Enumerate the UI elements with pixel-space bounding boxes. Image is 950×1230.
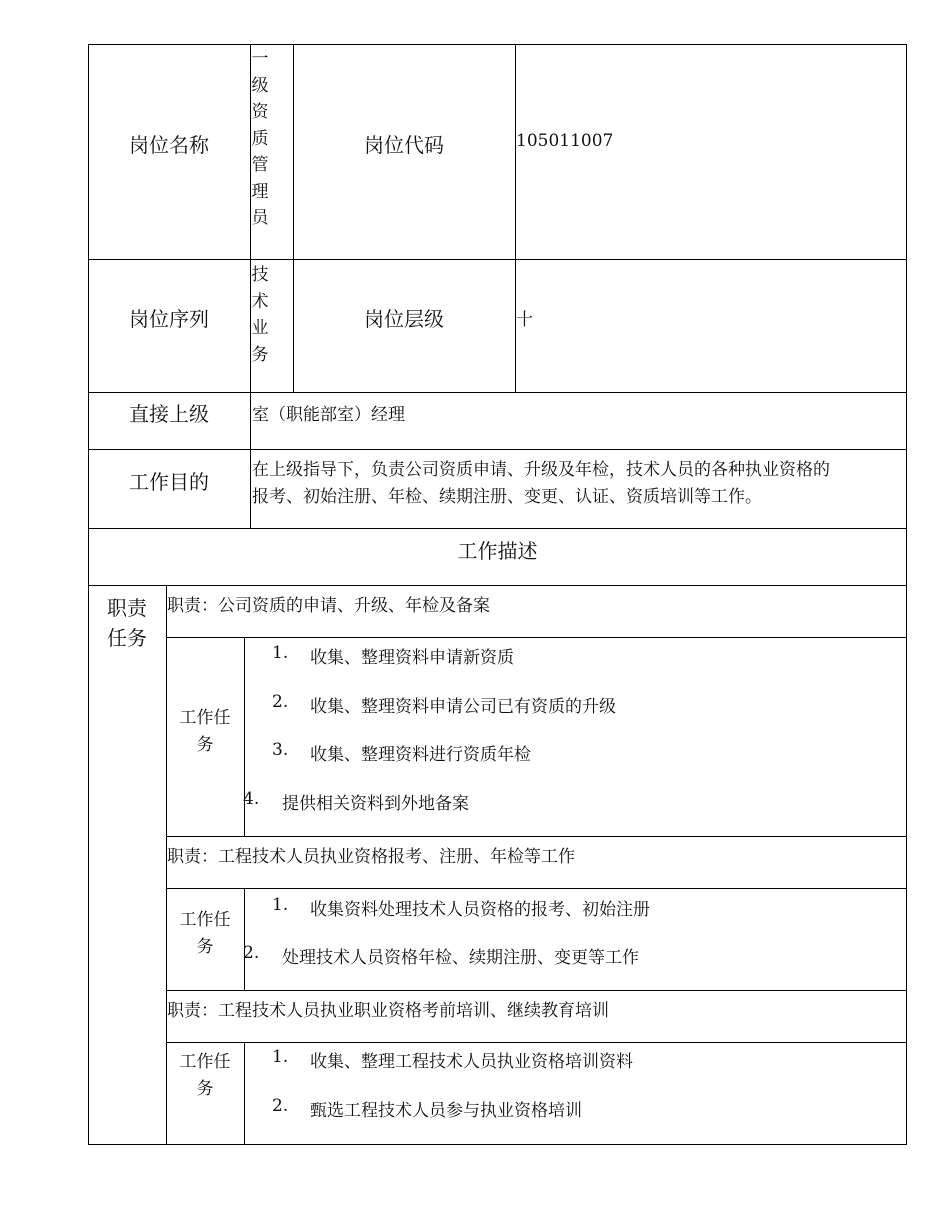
duty-title: 职责：公司资质的申请、升级、年检及备案 (167, 596, 490, 616)
column-divider (244, 1042, 245, 1145)
section-title: 工作描述 (457, 539, 538, 563)
task-text: 收集、整理工程技术人员执业资格培训资料 (310, 1052, 633, 1072)
task-label-line1: 工作任 (179, 1052, 231, 1072)
task-text: 收集、整理资料申请公司已有资质的升级 (310, 697, 616, 717)
task-number: 3. (272, 740, 289, 760)
task-number: 1. (272, 1047, 289, 1067)
row-divider (166, 836, 907, 837)
row-divider (88, 259, 907, 260)
post-code-label: 岗位代码 (364, 133, 444, 157)
task-number: 4. (243, 789, 260, 809)
row-divider (166, 1042, 907, 1043)
superior-value: 室（职能部室）经理 (252, 405, 405, 425)
task-label-line1: 工作任 (179, 910, 231, 930)
task-label-line2: 务 (196, 937, 214, 957)
duty-title: 职责：工程技术人员执业职业资格考前培训、继续教育培训 (167, 1001, 609, 1021)
task-text: 收集、整理资料进行资质年检 (310, 745, 531, 765)
column-divider (515, 44, 516, 393)
row-divider (166, 888, 907, 889)
post-series-label: 岗位序列 (129, 307, 209, 331)
purpose-label: 工作目的 (129, 470, 209, 494)
task-number: 2. (272, 1096, 289, 1116)
column-divider (244, 888, 245, 991)
purpose-text-line2: 报考、初始注册、年检、续期注册、变更、认证、资质培训等工作。 (252, 487, 762, 507)
post-level-value: 十 (516, 310, 533, 330)
task-text: 处理技术人员资格年检、续期注册、变更等工作 (282, 948, 639, 968)
task-number: 2. (243, 943, 260, 963)
row-divider (166, 637, 907, 638)
task-text: 甄选工程技术人员参与执业资格培训 (310, 1101, 582, 1121)
duties-label-line2: 任务 (107, 626, 147, 650)
column-divider (293, 44, 294, 393)
row-divider (88, 528, 907, 529)
row-divider (88, 585, 907, 586)
duties-label-line1: 职责 (107, 596, 147, 620)
task-number: 1. (272, 643, 289, 663)
post-name-label: 岗位名称 (129, 133, 209, 157)
row-divider (88, 449, 907, 450)
task-text: 收集资料处理技术人员资格的报考、初始注册 (310, 900, 650, 920)
task-label-line2: 务 (196, 735, 214, 755)
purpose-text-line1: 在上级指导下，负责公司资质申请、升级及年检，技术人员的各种执业资格的 (252, 460, 830, 480)
task-number: 1. (272, 895, 289, 915)
post-level-label: 岗位层级 (364, 307, 444, 331)
post-code-value: 105011007 (516, 131, 614, 151)
task-label-line1: 工作任 (179, 708, 231, 728)
task-number: 2. (272, 692, 289, 712)
task-text: 收集、整理资料申请新资质 (310, 648, 514, 668)
row-divider (166, 990, 907, 991)
task-label-line2: 务 (196, 1079, 214, 1099)
post-name-value: 一级资质管理员 (251, 49, 269, 228)
superior-label: 直接上级 (129, 402, 209, 426)
task-text: 提供相关资料到外地备案 (282, 794, 469, 814)
post-series-value: 技术业务 (251, 265, 269, 365)
row-divider (88, 392, 907, 393)
duty-title: 职责：工程技术人员执业资格报考、注册、年检等工作 (167, 847, 575, 867)
